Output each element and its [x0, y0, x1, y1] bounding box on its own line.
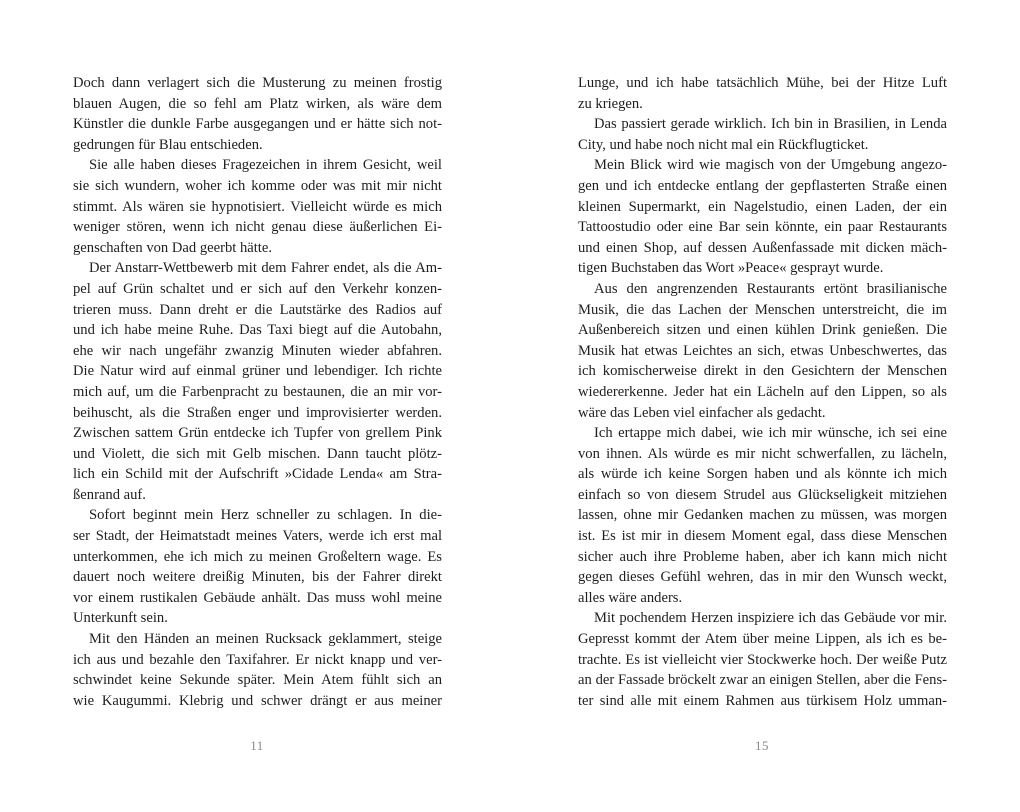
text-line: Tattoostudio oder eine Bar sein könnte, ein paar Restaurants	[578, 219, 947, 236]
text-line: Künstler die dunkle Farbe ausgegangen und er hätte sich not-	[73, 116, 442, 133]
left-page-text	[73, 73, 442, 711]
text-line: Ich ertappe mich dabei, wie ich mir wünsche, ich sei eine	[594, 425, 947, 442]
right-page-number: 15	[755, 738, 769, 753]
text-line: City, und habe noch nicht mal ein Rückflugticket.	[578, 136, 869, 153]
text-line: tigen Buchstaben das Wort »Peace« gesprayt wurde.	[578, 260, 884, 277]
text-line: und ich habe meine Ruhe. Das Taxi biegt auf die Autobahn,	[73, 322, 442, 339]
text-line: an der Fassade bröckelt zwar an einigen Stellen, aber die Fens-	[578, 672, 947, 689]
text-line: wiedererkenne. Jeder hat ein Lächeln auf den Lippen, so als	[578, 383, 947, 400]
text-line: sie sich wundern, woher ich komme oder was mit mir nicht	[73, 177, 442, 194]
text-line: kleinen Supermarkt, ein Nagelstudio, einen Laden, der ein	[578, 198, 947, 215]
text-line: Die Natur wird auf einmal grüner und lebendiger. Ich richte	[73, 363, 442, 380]
text-line: sicher auch ihre Probleme haben, aber ich kann mich nicht	[578, 548, 947, 565]
text-line: ist. Es ist mir in diesem Moment egal, dass diese Menschen	[578, 528, 947, 545]
text-line: stimmt. Als wären sie hypnotisiert. Vielleicht würde es mich	[73, 198, 442, 215]
text-line: Außenbereich sitzen und einen kühlen Drink genießen. Die	[578, 322, 947, 339]
text-line: Unterkunft sein.	[73, 610, 168, 627]
text-line: Zwischen sattem Grün entdecke ich Tupfer von grellem Pink	[73, 425, 442, 442]
text-line: mich auf, um die Farbenpracht zu bestaunen, die an mir vor-	[73, 383, 442, 400]
text-line: Musik hat etwas Leichtes an sich, etwas Unbeschwertes, das	[578, 342, 947, 359]
text-line: ich aus und bezahle den Taxifahrer. Er nickt knapp und ver-	[73, 651, 442, 668]
text-line: dauert noch weitere dreißig Minuten, bis der Fahrer direkt	[73, 569, 442, 586]
text-line: ter sind alle mit einem Rahmen aus türkisem Holz umman-	[578, 692, 947, 709]
text-line: trachte. Es ist vielleicht vier Stockwerke hoch. Der weiße Putz	[578, 651, 947, 668]
text-line: und einen Shop, auf dessen Außenfassade mit dicken mäch-	[578, 239, 947, 256]
text-line: Gepresst kommt der Atem über meine Lippen, als ich es be-	[578, 631, 947, 648]
text-line: gedrungen für Blau entschieden.	[73, 136, 263, 153]
text-line: unterkommen, ehe ich mich zu meinen Großeltern wage. Es	[73, 548, 442, 565]
text-line: wäre das Leben viel einfacher als gedacht.	[578, 404, 826, 421]
text-line: lich ein Schild mit der Aufschrift »Cidade Lenda« am Stra-	[73, 466, 442, 483]
text-line: Der Anstarr-Wettbewerb mit dem Fahrer endet, als die Am-	[89, 260, 442, 277]
left-page-number: 11	[250, 738, 264, 753]
text-line: blauen Augen, die so fehl am Platz wirken, als wäre dem	[73, 95, 442, 112]
text-line: Sie alle haben dieses Fragezeichen in ihrem Gesicht, weil	[89, 157, 442, 174]
text-line: und Violett, die sich mit Gelb mischen. Dann taucht plötz-	[73, 445, 442, 462]
text-line: schwindet keine Sekunde später. Mein Atem fühlt sich an	[73, 672, 442, 689]
text-line: Mit pochendem Herzen inspiziere ich das Gebäude vor mir.	[594, 610, 947, 627]
text-line: einfach so von diesem Strudel aus Glückseligkeit mitziehen	[578, 486, 947, 503]
text-line: pel auf Grün schaltet und er sich auf den Verkehr konzen-	[73, 280, 442, 297]
text-line: zu kriegen.	[578, 95, 643, 112]
text-line: ehe wir nach ungefähr zwanzig Minuten wieder abfahren.	[73, 342, 442, 359]
text-line: gen und ich entdecke entlang der gepflasterten Straße einen	[578, 177, 947, 194]
text-line: Sofort beginnt mein Herz schneller zu schlagen. In die-	[89, 507, 442, 524]
text-line: gegen dieses Gefühl wehren, das in mir den Wunsch weckt,	[578, 569, 947, 586]
text-line: weniger stören, wenn ich nicht genau diese äußerlichen Ei-	[73, 219, 442, 236]
text-line: Mit den Händen an meinen Rucksack geklammert, steige	[89, 631, 442, 648]
text-line: ser Stadt, der Heimatstadt meines Vaters, werde ich erst mal	[73, 528, 442, 545]
text-line: Lunge, und ich habe tatsächlich Mühe, bei der Hitze Luft	[578, 75, 947, 91]
text-line: alles wäre anders.	[578, 589, 683, 606]
text-line: ßenrand auf.	[73, 486, 146, 503]
text-line: Doch dann verlagert sich die Musterung zu meinen frostig	[73, 75, 442, 91]
text-line: Mein Blick wird wie magisch von der Umgebung angezo-	[594, 157, 947, 174]
right-page	[510, 0, 1020, 812]
text-line: trieren muss. Dann dreht er die Lautstärke des Radios auf	[73, 301, 442, 318]
right-page-text	[578, 73, 947, 711]
text-line: vor einem rustikalen Gebäude anhält. Das muss wohl meine	[73, 589, 442, 606]
text-line: beihuscht, als die Straßen enger und improvisierter werden.	[73, 404, 442, 421]
text-line: ich komischerweise direkt in den Gesichtern der Menschen	[578, 363, 947, 380]
text-line: als würde ich keine Sorgen haben und als könnte ich mich	[578, 466, 947, 483]
text-line: Das passiert gerade wirklich. Ich bin in Brasilien, in Lenda	[594, 116, 947, 133]
text-line: wie Kaugummi. Klebrig und schwer drängt er aus meiner	[73, 692, 442, 709]
text-line: genschaften von Dad geerbt hätte.	[73, 239, 272, 256]
text-line: von ihnen. Als würde es mir nicht schwerfallen, zu lächeln,	[578, 445, 947, 462]
text-line: Aus den angrenzenden Restaurants ertönt brasilianische	[594, 280, 947, 297]
text-line: lassen, ohne mir Gedanken machen zu müssen, was morgen	[578, 507, 947, 524]
text-line: Musik, die das Lachen der Menschen unterstreicht, die im	[578, 301, 947, 318]
